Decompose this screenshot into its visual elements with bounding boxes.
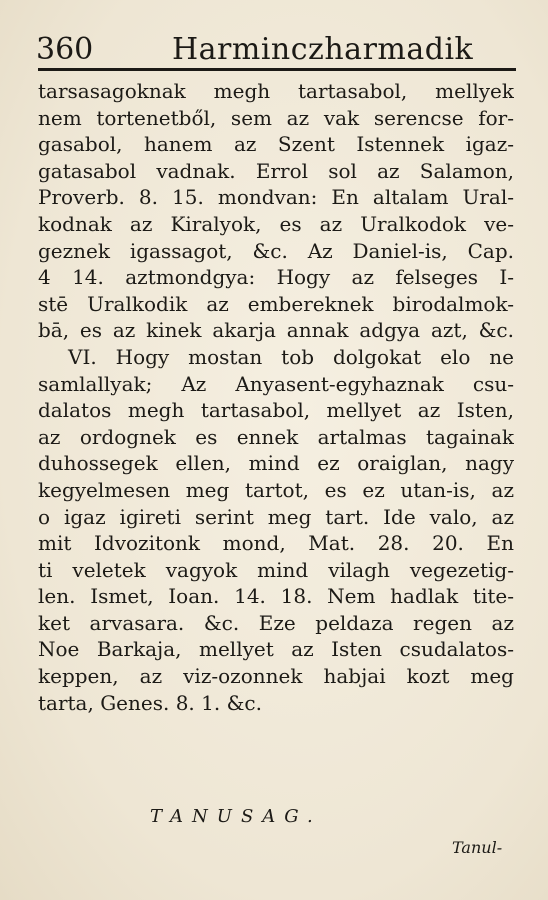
text-line: duhossegek ellen, mind ez oraiglan, nagy: [38, 451, 514, 476]
catchword: Tanul-: [452, 838, 503, 857]
text-line: stē Uralkodik az embereknek birodalmok-: [38, 291, 514, 316]
text-line: ti veletek vagyok mind vilagh vegezetig-: [38, 557, 514, 582]
text-line: mit Idvozitonk mond, Mat. 28. 20. En: [38, 531, 514, 556]
text-line: 4 14. aztmondgya: Hogy az felseges I-: [38, 265, 514, 290]
text-line: samlallyak; Az Anyasent-egyhaznak csu-: [38, 371, 514, 396]
text-line: gasabol, hanem az Szent Istennek igaz-: [38, 132, 514, 157]
text-line: keppen, az viz-ozonnek habjai kozt meg: [38, 664, 514, 689]
page-header: [36, 26, 514, 70]
text-line: az ordognek es ennek artalmas tagainak: [38, 424, 514, 449]
running-head: Harminczharmadik: [172, 32, 474, 67]
header-rule: [38, 68, 516, 71]
page-number: 360: [36, 32, 94, 67]
text-line: dalatos megh tartasabol, mellyet az Isten,: [38, 398, 514, 423]
text-line: bā, es az kinek akarja annak adgya azt, &c.: [38, 318, 514, 343]
text-line: VI. Hogy mostan tob dolgokat elo ne: [68, 344, 514, 369]
text-line: nem tortenetből, sem az vak serencse for-: [38, 105, 514, 130]
text-line: Noe Barkaja, mellyet az Isten csudalatos-: [38, 637, 514, 662]
text-line: Proverb. 8. 15. mondvan: En altalam Ural-: [38, 185, 514, 210]
text-line: geznek igassagot, &c. Az Daniel-is, Cap.: [38, 238, 514, 263]
text-line: tarsasagoknak megh tartasabol, mellyek: [38, 79, 514, 103]
text-line: kodnak az Kiralyok, es az Uralkodok ve-: [38, 211, 514, 236]
body-text: [38, 78, 514, 716]
text-line: ket arvasara. &c. Eze peldaza regen az: [38, 610, 514, 635]
text-line: kegyelmesen meg tartot, es ez utan-is, az: [38, 477, 514, 502]
text-line: tarta, Genes. 8. 1. &c.: [38, 690, 262, 715]
text-line: o igaz igireti serint meg tart. Ide valo, az: [38, 504, 514, 529]
text-line: len. Ismet, Ioan. 14. 18. Nem hadlak tite-: [38, 584, 514, 609]
text-line: gatasabol vadnak. Errol sol az Salamon,: [38, 158, 514, 183]
section-heading: TANUSAG.: [150, 806, 322, 827]
